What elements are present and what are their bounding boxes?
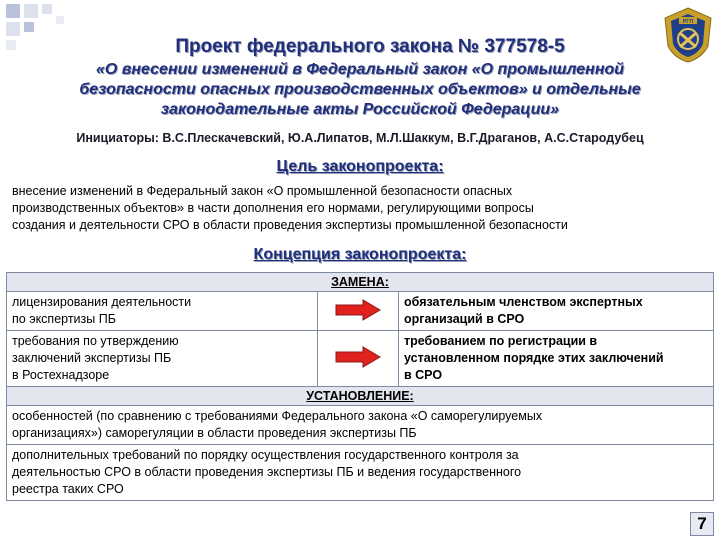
establish-line: дополнительных требований по порядку осуществления государственного контроля за — [12, 448, 519, 462]
law-subtitle-line: «О внесении изменений в Федеральный закон «О промышленной — [95, 61, 625, 78]
replace-from-cell — [7, 331, 318, 387]
goal-line: создания и деятельности СРО в области проведения экспертизы промышленной безопасности — [12, 218, 568, 232]
law-subtitle-line: безопасности опасных производственных объектов» и отдельные — [79, 81, 641, 98]
establish-line: особенностей (по сравнению с требованиями Федерального закона «О саморегулируемых — [12, 409, 543, 423]
establish-label: УСТАНОВЛЕНИЕ: — [306, 389, 414, 403]
table-row — [7, 292, 714, 331]
replace-to-cell — [399, 331, 714, 387]
replace-label-cell — [7, 273, 714, 292]
establish-line: реестра таких СРО — [12, 482, 124, 496]
arrow-cell — [318, 331, 399, 387]
table-row — [7, 406, 714, 445]
goal-heading: Цель законопроекта: — [276, 158, 444, 175]
establish-line: организациях») саморегуляции в области проведения экспертизы ПБ — [12, 426, 417, 440]
concept-heading: Концепция законопроекта: — [253, 246, 467, 263]
replace-from-line: требования по утверждению — [12, 334, 179, 348]
replace-to-line: установленном порядке этих заключений — [404, 351, 664, 365]
establish-label-cell — [7, 387, 714, 406]
establish-item — [7, 406, 714, 445]
svg-text:РГП: РГП — [682, 19, 694, 25]
establish-item — [7, 445, 714, 501]
law-subtitle — [40, 60, 680, 120]
replace-from-line: в Ростехнадзоре — [12, 368, 110, 382]
replace-to-line: в СРО — [404, 368, 443, 382]
replace-to-line: требованием по регистрации в — [404, 334, 598, 348]
arrow-cell — [318, 292, 399, 331]
law-title: Проект федерального закона № 377578-5 — [175, 36, 565, 57]
emblem-logo — [662, 6, 714, 64]
arrow-right-icon — [335, 346, 381, 368]
replace-to-cell — [399, 292, 714, 331]
goal-line: производственных объектов» в части дополнения его нормами, регулирующими вопросы — [12, 201, 534, 215]
initiators-line — [30, 131, 690, 145]
replace-to-line: организаций в СРО — [404, 312, 525, 326]
replace-from-line: по экспертизы ПБ — [12, 312, 116, 326]
establish-header-row — [7, 387, 714, 406]
replace-header-row — [7, 273, 714, 292]
replace-label: ЗАМЕНА: — [331, 275, 389, 289]
establish-line: деятельностью СРО в области проведения экспертизы ПБ и ведения государственного — [12, 465, 522, 479]
table-row — [7, 445, 714, 501]
law-subtitle-line: законодательные акты Российской Федерации» — [160, 101, 560, 118]
replace-from-line: заключений экспертизы ПБ — [12, 351, 172, 365]
arrow-right-icon — [335, 299, 381, 321]
replace-to-line: обязательным членством экспертных — [404, 295, 643, 309]
initiators-names: В.С.Плескачевский, Ю.А.Липатов, М.Л.Шаккум, В.Г.Драганов, А.С.Стародубец — [162, 131, 644, 145]
initiators-label: Инициаторы: — [76, 131, 159, 145]
goal-text — [12, 183, 712, 234]
concept-table — [6, 272, 714, 501]
replace-from-line: лицензирования деятельности — [12, 295, 192, 309]
table-row — [7, 331, 714, 387]
goal-line: внесение изменений в Федеральный закон «О промышленной безопасности опасных — [12, 184, 513, 198]
replace-from-cell — [7, 292, 318, 331]
corner-decoration — [0, 0, 80, 60]
page-number: 7 — [690, 512, 714, 536]
